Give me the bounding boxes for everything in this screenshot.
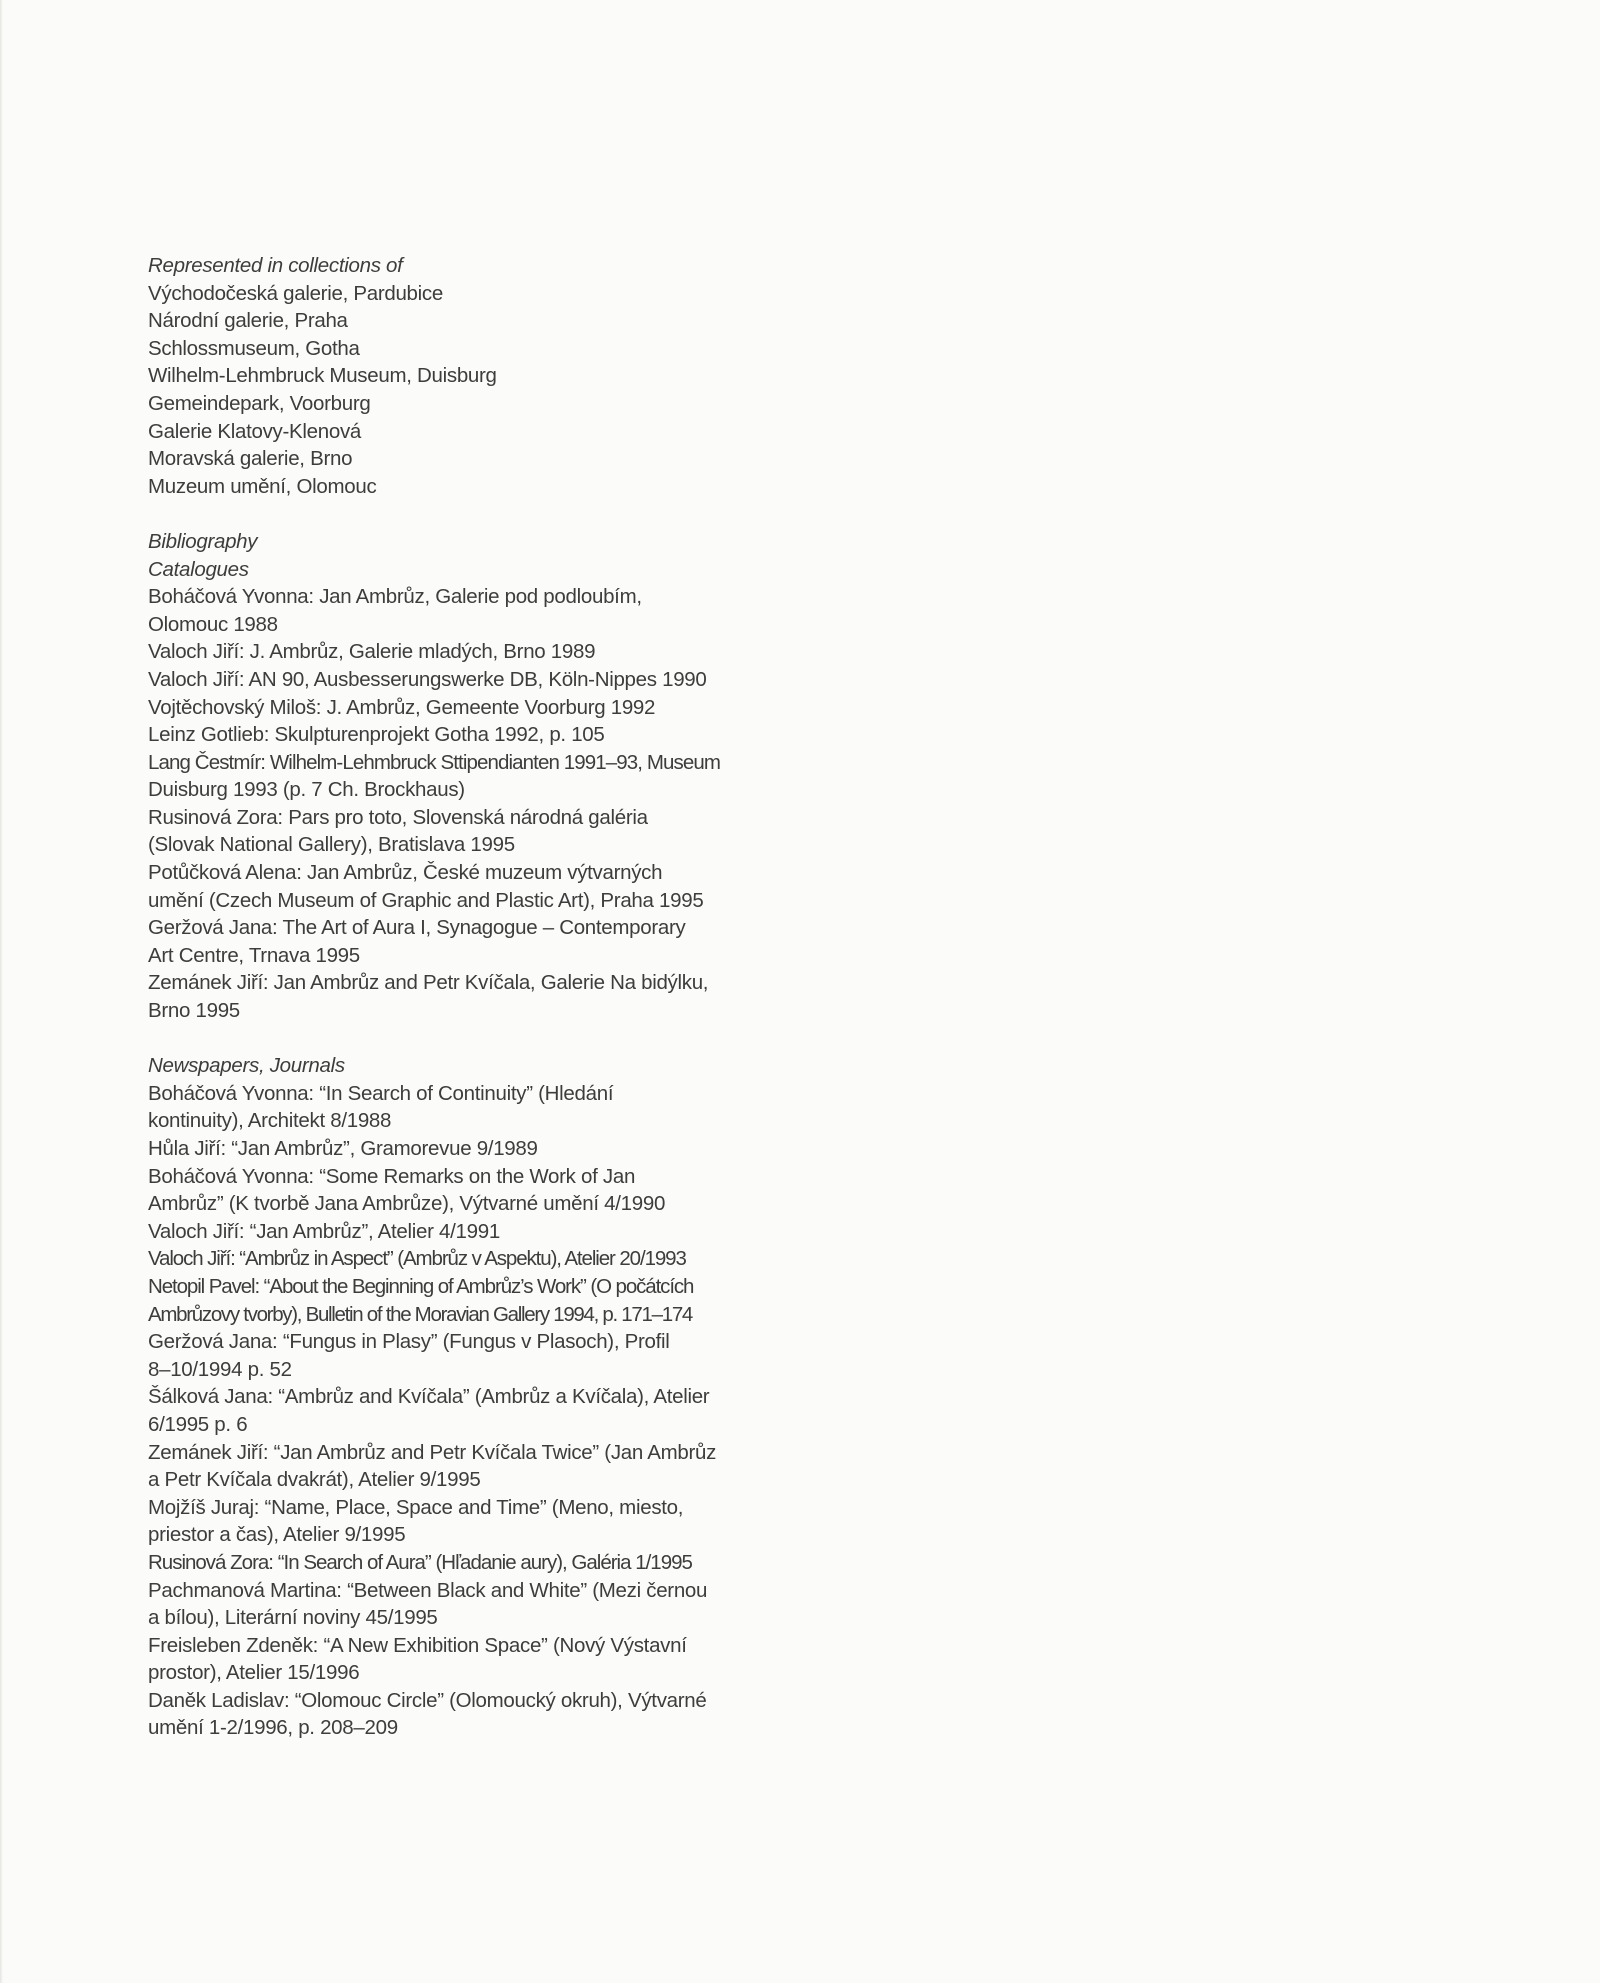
journal-line: 8–10/1994 p. 52 (148, 1357, 292, 1381)
journal-line: Ambrůz” (K tvorbě Jana Ambrůze), Výtvarné umění 4/1990 (148, 1192, 666, 1216)
journal-line: Mojžíš Juraj: “Name, Place, Space and Time” (Meno, miesto, (148, 1495, 684, 1519)
collection-item: Východočeská galerie, Pardubice (148, 281, 443, 305)
journal-line: umění 1-2/1996, p. 208–209 (148, 1716, 398, 1740)
collection-item: Schlossmuseum, Gotha (148, 336, 360, 360)
bibliography-heading: Bibliography (148, 529, 258, 553)
journal-line: Pachmanová Martina: “Between Black and White” (Mezi černou (148, 1578, 708, 1602)
catalogue-line: Art Centre, Trnava 1995 (148, 943, 360, 967)
journal-line: Valoch Jiří: “Ambrůz in Aspect” (Ambrůz v Aspektu), Atelier 20/1993 (148, 1247, 686, 1271)
collection-item: Muzeum umění, Olomouc (148, 474, 377, 498)
section-gap (148, 1025, 788, 1053)
catalogue-line: Duisburg 1993 (p. 7 Ch. Brockhaus) (148, 778, 465, 802)
collections-section (148, 252, 788, 500)
page-edge-shadow (0, 0, 3, 1983)
catalogue-line: umění (Czech Museum of Graphic and Plastic Art), Praha 1995 (148, 888, 704, 912)
collection-item: Gemeindepark, Voorburg (148, 391, 371, 415)
collection-item: Galerie Klatovy-Klenová (148, 419, 362, 443)
journal-line: Netopil Pavel: “About the Beginning of Ambrůz’s Work” (O počátcích (148, 1274, 694, 1298)
catalogues-heading: Catalogues (148, 557, 249, 581)
collection-item: Moravská galerie, Brno (148, 447, 353, 471)
journal-line: kontinuity), Architekt 8/1988 (148, 1109, 392, 1133)
journal-line: Rusinová Zora: “In Search of Aura” (Hľadanie aury), Galéria 1/1995 (148, 1550, 692, 1574)
catalogue-line: Leinz Gotlieb: Skulpturenprojekt Gotha 1992, p. 105 (148, 723, 605, 747)
newspapers-heading: Newspapers, Journals (148, 1054, 345, 1078)
catalogue-line: Valoch Jiří: J. Ambrůz, Galerie mladých, Brno 1989 (148, 640, 596, 664)
journal-line: Hůla Jiří: “Jan Ambrůz”, Gramorevue 9/1989 (148, 1137, 538, 1160)
catalogue-line: Geržová Jana: The Art of Aura I, Synagogue – Contemporary (148, 916, 686, 940)
collection-item: Wilhelm-Lehmbruck Museum, Duisburg (148, 364, 497, 388)
journal-line: Freisleben Zdeněk: “A New Exhibition Space” (Nový Výstavní (148, 1633, 687, 1657)
catalogue-line: Zemánek Jiří: Jan Ambrůz and Petr Kvíčala, Galerie Na bidýlku, (148, 971, 709, 995)
section-gap (148, 500, 788, 528)
collection-item: Národní galerie, Praha (148, 309, 348, 333)
journal-line: Ambrůzovy tvorby), Bulletin of the Moravian Gallery 1994, p. 171–174 (148, 1302, 693, 1326)
journal-line: Valoch Jiří: “Jan Ambrůz”, Atelier 4/1991 (148, 1219, 500, 1243)
journal-line: Boháčová Yvonna: “In Search of Continuity” (Hledání (148, 1081, 614, 1105)
journal-line: a Petr Kvíčala dvakrát), Atelier 9/1995 (148, 1468, 481, 1492)
text-column (148, 252, 788, 1742)
journal-line: Šálková Jana: “Ambrůz and Kvíčala” (Ambrůz a Kvíčala), Atelier (148, 1385, 710, 1409)
journal-line: Daněk Ladislav: “Olomouc Circle” (Olomoucký okruh), Výtvarné (148, 1688, 707, 1712)
catalogue-line: Brno 1995 (148, 999, 240, 1023)
catalogue-line: Lang Čestmír: Wilhelm-Lehmbruck Sttipendianten 1991–93, Museum (148, 750, 721, 774)
catalogue-line: Potůčková Alena: Jan Ambrůz, České muzeum výtvarných (148, 861, 663, 885)
journal-line: Zemánek Jiří: “Jan Ambrůz and Petr Kvíčala Twice” (Jan Ambrůz (148, 1440, 717, 1464)
newspapers-section (148, 1052, 788, 1742)
catalogue-line: Boháčová Yvonna: Jan Ambrůz, Galerie pod podloubím, (148, 585, 642, 609)
catalogue-line: Rusinová Zora: Pars pro toto, Slovenská národná galéria (148, 805, 648, 829)
collections-heading: Represented in collections of (148, 254, 403, 277)
catalogue-line: Valoch Jiří: AN 90, Ausbesserungswerke DB, Köln-Nippes 1990 (148, 667, 707, 691)
journal-line: 6/1995 p. 6 (148, 1412, 248, 1436)
journal-line: Boháčová Yvonna: “Some Remarks on the Work of Jan (148, 1164, 636, 1188)
catalogue-line: Vojtěchovský Miloš: J. Ambrůz, Gemeente Voorburg 1992 (148, 695, 656, 719)
journal-line: prostor), Atelier 15/1996 (148, 1661, 360, 1685)
bibliography-section (148, 528, 788, 1025)
catalogue-line: Olomouc 1988 (148, 612, 278, 636)
catalogue-line: (Slovak National Gallery), Bratislava 1995 (148, 833, 515, 857)
journal-line: priestor a čas), Atelier 9/1995 (148, 1523, 406, 1547)
journal-line: a bílou), Literární noviny 45/1995 (148, 1606, 438, 1630)
journal-line: Geržová Jana: “Fungus in Plasy” (Fungus v Plasoch), Profil (148, 1330, 670, 1354)
